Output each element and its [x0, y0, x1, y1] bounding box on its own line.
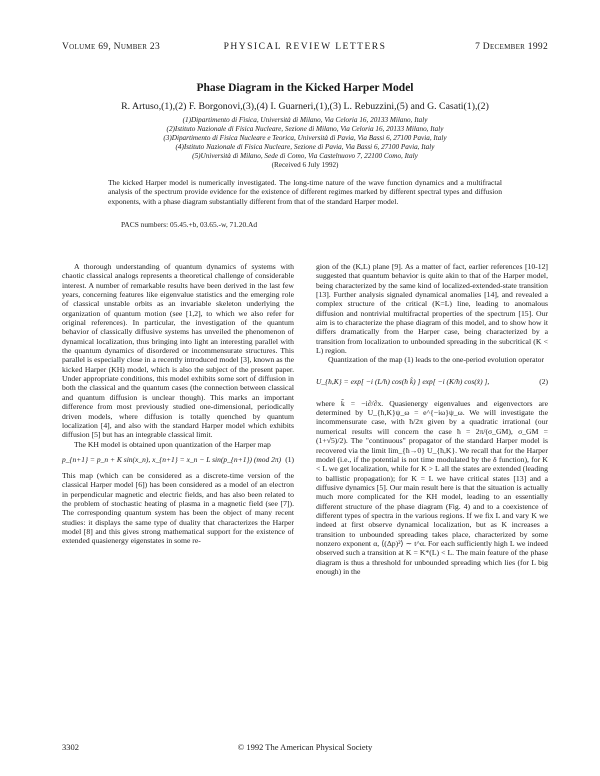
left-column	[62, 262, 294, 546]
abstract: The kicked Harper model is numerically investigated. The long-time nature of the wave function dynamics and a multifractal analysis of the spectrum provide evidence for the existence of different regimes marked by different spectral types and diffusion exponents, with a phase diagram substantially different from that of the standard Harper model.	[108, 178, 502, 206]
journal-name: PHYSICAL REVIEW LETTERS	[223, 42, 387, 52]
affiliation-1: (1)Dipartimento di Fisica, Università di Milano, Via Celoria 16, 20133 Milano, Italy	[182, 116, 428, 124]
paragraph: gion of the (K,L) plane [9]. As a matter of fact, earlier references [10-12] suggested that quantum behavior is quite akin to that of the Harper model, being characterized by the same kind of localized-extended-state transition [13]. Further analysis signaled dynamical anomalies [14], and revealed a complex structure of the critical (K=L) line, leading to anomalous diffusion and nontrivial multifractal properties of the spectrum [15]. Our aim is to characterize the phase diagram of this model, and to show how it differs dramatically from the Harper case, being characterized by a transition from localization to unbounded spreading in the subcritical (K < L) region.	[316, 262, 548, 356]
volume-number: Volume 69, Number 23	[62, 42, 161, 52]
page-number: 3302	[62, 742, 79, 752]
equation-number: (2)	[539, 376, 548, 386]
equation-2	[316, 365, 548, 399]
affiliations	[80, 116, 530, 169]
affiliation-2: (2)Istituto Nazionale di Fisica Nucleare, Sezione di Milano, Via Celoria 16, 20133 Milano, Italy	[166, 124, 444, 133]
right-column	[316, 262, 548, 576]
paragraph: A thorough understanding of quantum dynamics of systems with chaotic classical analogs represents a theoretical challenge of considerable interest. A number of remarkable results have been derived in the last few years, concerning features like eigenvalue statistics and the emerging role of classical unstable orbits as an invariable skeleton underlying the organization of quantum motion (see [1,2], to which we also refer for original references). In particular, the investigation of the quantum behavior of classically diffusive systems has unveiled the phenomenon of dynamical localization, thus bringing into light an interesting parallel with the quantum dynamics of disordered or incommensurate structures. This parallel is especially close in a recently introduced model [3], known as the kicked Harper (KH) model, which is also the subject of the present paper. Under appropriate conditions, this model exhibits some sort of diffusion in both the classical and the quantum cases (the connection between classical and quantum diffusion is unclear though). This marks an important difference from most previously studied one-dimensional, periodically driven models, where diffusion is totally quenched by quantum localization [4], and also with the standard Harper model which exhibits diffusion [5] but has an integrable classical limit.	[62, 262, 294, 440]
equation-number: (1)	[285, 454, 294, 464]
running-header	[62, 42, 548, 56]
equation-body: p_{n+1} = p_n + K sin(x_n), x_{n+1} = x_n − L sin(p_{n+1}) (mod 2π)	[62, 454, 282, 464]
equation-body: U_{ħ,K} = exp[ −i (L/ħ) cos(ħ k̂) ] exp[ −i (K/ħ) cos(x̂) ],	[316, 376, 490, 386]
affiliation-5: (5)Università di Milano, Sede di Como, Via Castelnuovo 7, 22100 Como, Italy	[192, 151, 418, 160]
pacs-numbers: PACS numbers: 05.45.+b, 03.65.-w, 71.20.Ad	[121, 220, 258, 229]
issue-date: 7 December 1992	[475, 42, 548, 52]
affiliation-4: (4)Istituto Nazionale di Fisica Nucleare, Sezione di Pavia, Via Bassi 6, 27100 Pavia, Italy	[175, 142, 435, 151]
received-date: (Received 6 July 1992)	[271, 160, 339, 169]
copyright: © 1992 The American Physical Society	[237, 742, 373, 752]
paragraph: This map (which can be considered as a discrete-time version of the classical Harper model [6]) has been considered as a model of an electron in perpendicular magnetic and electric fields, and has also been related to the problem of stochastic heating of plasma in a magnetic field (see [7]). The corresponding quantum system has been the object of many recent studies: it displays the same type of duality that characterizes the Harper model [8] and this gives strong mathematical support for the existence of extended quasienergy eigenstates in some re-	[62, 470, 294, 546]
equation-1	[62, 449, 294, 471]
page-footer	[62, 742, 548, 754]
author-list: R. Artuso,(1),(2) F. Borgonovi,(3),(4) I. Guarneri,(1),(3) L. Rebuzzini,(5) and G. Casati(1),(2)	[121, 101, 489, 112]
paragraph: where k̂ = −i∂/∂x. Quasienergy eigenvalues and eigenvectors are determined by U_{ħ,K}ψ_ω = e^{−iω}ψ_ω. We will investigate the incommensurate case, with ħ/2π given by a quadratic irrational (our numerical results will concern the case ħ = 2π/(σ_GM), σ_GM = (1+√5)/2). The "continuous" propagator of the standard Harper model is recovered via the limit lim_{ħ→0} U_{ħ,K}. We recall that for the Harper model (i.e., if the potential is not time modulated by the δ function), for K < L we get localization, while for K > L all the states are extended (leading to ballistic propagation); for K = L we have critical states [13] and a diffusive dynamics [5]. Our main result here is that the situation is actually much more complicated for the KH model, leading to an essentially different structure of the phase diagram (Fig. 4) and to a coexistence of different types of spectra in the various regions. If we fix L and vary K we indeed at first observe dynamical localization, but as K increases a transition to unbounded spreading takes place, characterized by some nonzero exponent α, ⟨(Δp)²⟩ ∼ t^α. For each sufficiently high L we indeed observed such a transition at K = K*(L) < L. The main feature of the phase diagram is thus a threshold for unbounded spreading which lies (for L big enough) in the	[316, 398, 548, 576]
affiliation-3: (3)Dipartimento di Fisica Nucleare e Teorica, Università di Pavia, Via Bassi 6, 27100 Pavia, Italy	[163, 133, 447, 142]
paragraph: Quantization of the map (1) leads to the one-period evolution operator	[328, 355, 545, 365]
paragraph: The KH model is obtained upon quantization of the Harper map	[74, 439, 271, 449]
paper-title: Phase Diagram in the Kicked Harper Model	[196, 82, 414, 94]
